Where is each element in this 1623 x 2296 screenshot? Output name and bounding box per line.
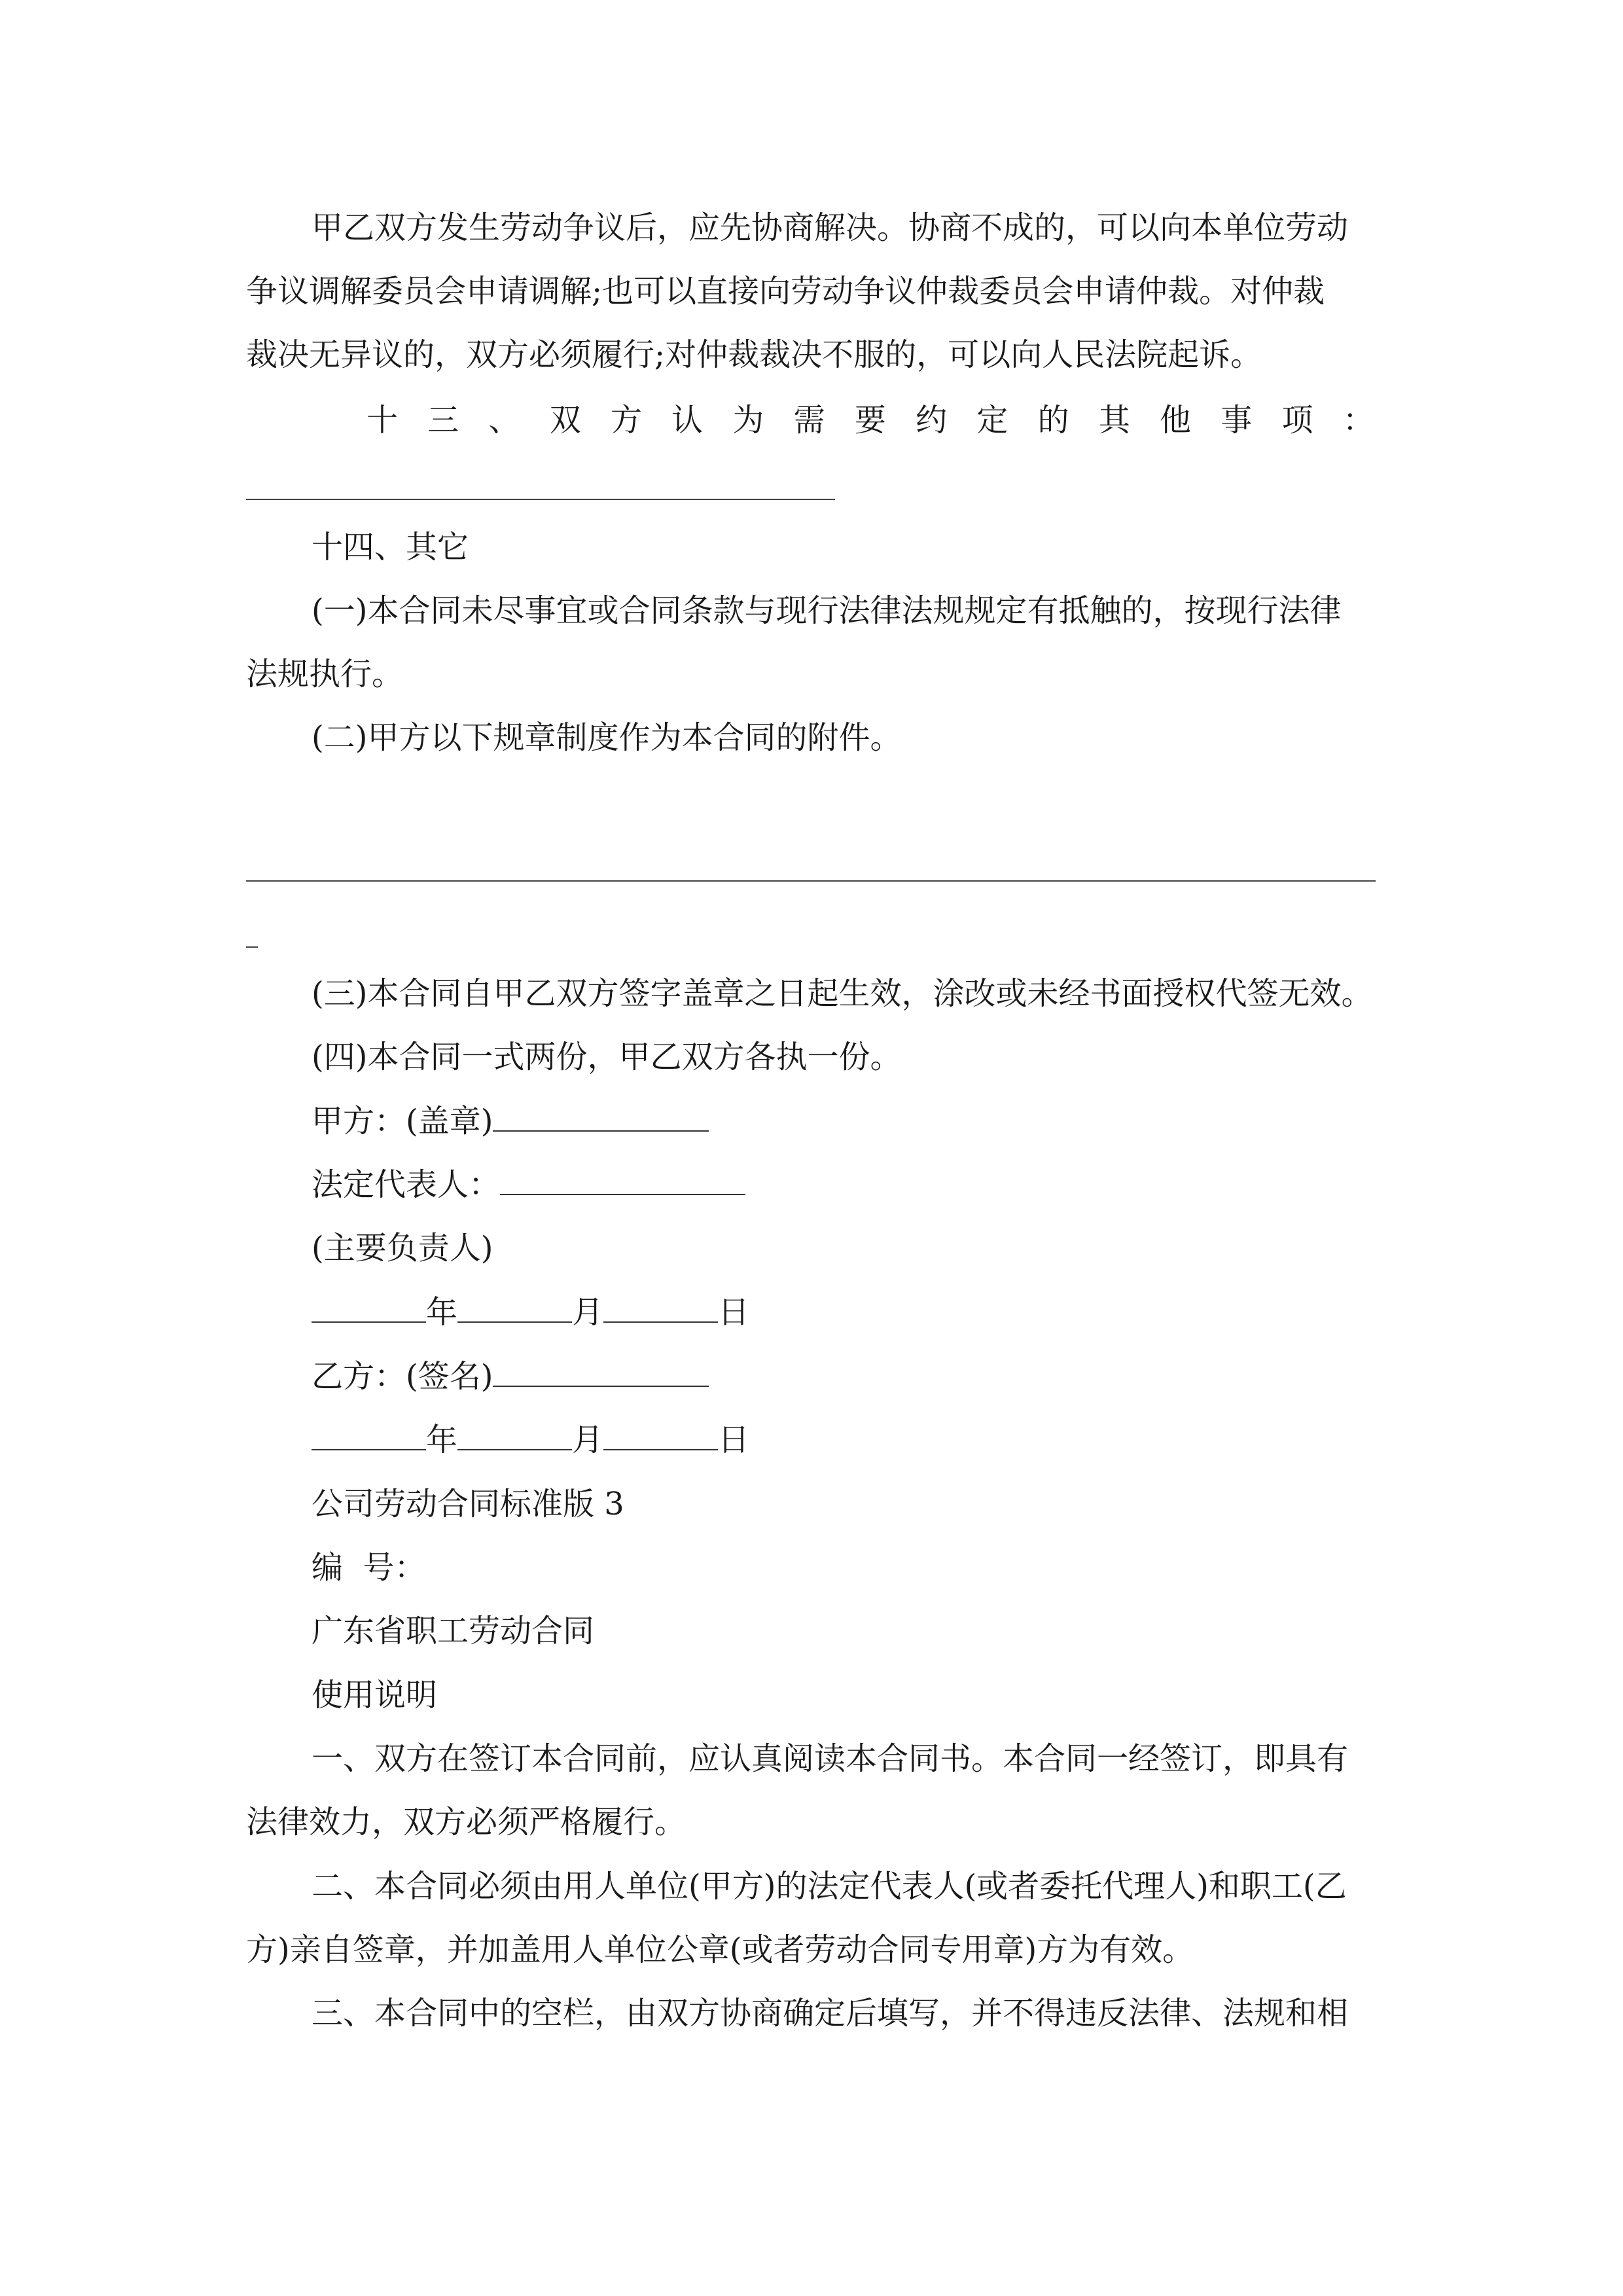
month-field[interactable] [457, 1293, 572, 1323]
section-14-heading: 十四、其它 [312, 529, 469, 565]
instruction-1-line-1: 一、双方在签订本合同前，应认真阅读本合同书。本合同一经签订，即具有 [312, 1740, 1349, 1777]
clause-2: (二)甲方以下规章制度作为本合同的附件。 [312, 719, 902, 756]
s13-char: 双 [549, 402, 581, 439]
year-label: 年 [426, 1422, 458, 1458]
s13-char: 十 [366, 402, 399, 439]
section-13-heading [366, 401, 1374, 440]
s13-char: 约 [916, 402, 948, 439]
s13-char: 方 [610, 402, 642, 439]
s13-char: 认 [671, 402, 704, 439]
party-b-label: 乙方：(签名) [312, 1358, 493, 1395]
s13-char: 要 [854, 402, 886, 439]
clause-4: (四)本合同一式两份，甲乙双方各执一份。 [312, 1039, 902, 1075]
day-label: 日 [718, 1422, 750, 1458]
legal-rep-label: 法定代表人： [312, 1166, 501, 1203]
legal-rep-row [312, 1165, 745, 1204]
s13-char: 定 [976, 402, 1008, 439]
s13-char: 为 [732, 402, 764, 439]
party-b-date-row [312, 1420, 749, 1460]
dispute-paragraph-line-3: 裁决无异议的，双方必须履行;对仲裁裁决不服的，可以向人民法院起诉。 [246, 336, 1262, 373]
instructions-title: 使用说明 [312, 1677, 438, 1713]
party-b-signature-row [312, 1357, 709, 1396]
s13-char: 项 [1281, 402, 1313, 439]
s13-char: 事 [1221, 402, 1253, 439]
instruction-2-line-1: 二、本合同必须由用人单位(甲方)的法定代表人(或者委托代理人)和职工(乙 [312, 1868, 1347, 1905]
attachment-blank-line [246, 880, 1376, 882]
clause-1-line-1: (一)本合同未尽事宜或合同条款与现行法律法规规定有抵触的，按现行法律 [312, 592, 1342, 629]
month-field[interactable] [457, 1420, 572, 1450]
clause-1-line-2: 法规执行。 [246, 656, 404, 692]
party-a-signature-row [312, 1102, 709, 1141]
clause-3: (三)本合同自甲乙双方签字盖章之日起生效，涂改或未经书面授权代签无效。 [312, 975, 1373, 1012]
dispute-paragraph-line-2: 争议调解委员会申请调解;也可以直接向劳动争议仲裁委员会申请仲裁。对仲裁 [246, 273, 1325, 310]
year-label: 年 [426, 1294, 458, 1331]
section-13-blank-line [246, 499, 835, 500]
s13-char: 三 [427, 402, 459, 439]
contract-3-title: 公司劳动合同标准版 3 [312, 1486, 624, 1522]
dispute-paragraph-line-1: 甲乙双方发生劳动争议后，应先协商解决。协商不成的，可以向本单位劳动 [312, 209, 1349, 246]
contract-name: 广东省职工劳动合同 [312, 1613, 595, 1649]
month-label: 月 [572, 1294, 604, 1331]
party-a-date-row [312, 1293, 749, 1332]
contract-number-label: 编 号： [312, 1549, 426, 1586]
principal-label: (主要负责人) [312, 1230, 493, 1266]
legal-rep-field[interactable] [500, 1165, 745, 1195]
s13-char: 其 [1098, 402, 1130, 439]
party-b-signature-field[interactable] [493, 1357, 709, 1387]
year-field[interactable] [312, 1293, 426, 1323]
s13-char: 、 [488, 402, 520, 439]
s13-char: 的 [1037, 402, 1069, 439]
attachment-blank-dash [246, 946, 258, 948]
year-field[interactable] [312, 1420, 426, 1450]
s13-char: 他 [1160, 402, 1192, 439]
instruction-2-line-2: 方)亲自签章，并加盖用人单位公章(或者劳动合同专用章)方为有效。 [246, 1931, 1194, 1968]
party-a-label: 甲方：(盖章) [312, 1103, 493, 1139]
instruction-3-line-1: 三、本合同中的空栏，由双方协商确定后填写，并不得违反法律、法规和相 [312, 1995, 1349, 2032]
day-field[interactable] [603, 1293, 718, 1323]
day-field[interactable] [603, 1420, 718, 1450]
instruction-1-line-2: 法律效力，双方必须严格履行。 [246, 1804, 687, 1840]
s13-char: ： [1342, 402, 1374, 439]
day-label: 日 [718, 1294, 750, 1331]
s13-char: 需 [793, 402, 825, 439]
month-label: 月 [572, 1422, 604, 1458]
party-a-seal-field[interactable] [493, 1102, 709, 1132]
